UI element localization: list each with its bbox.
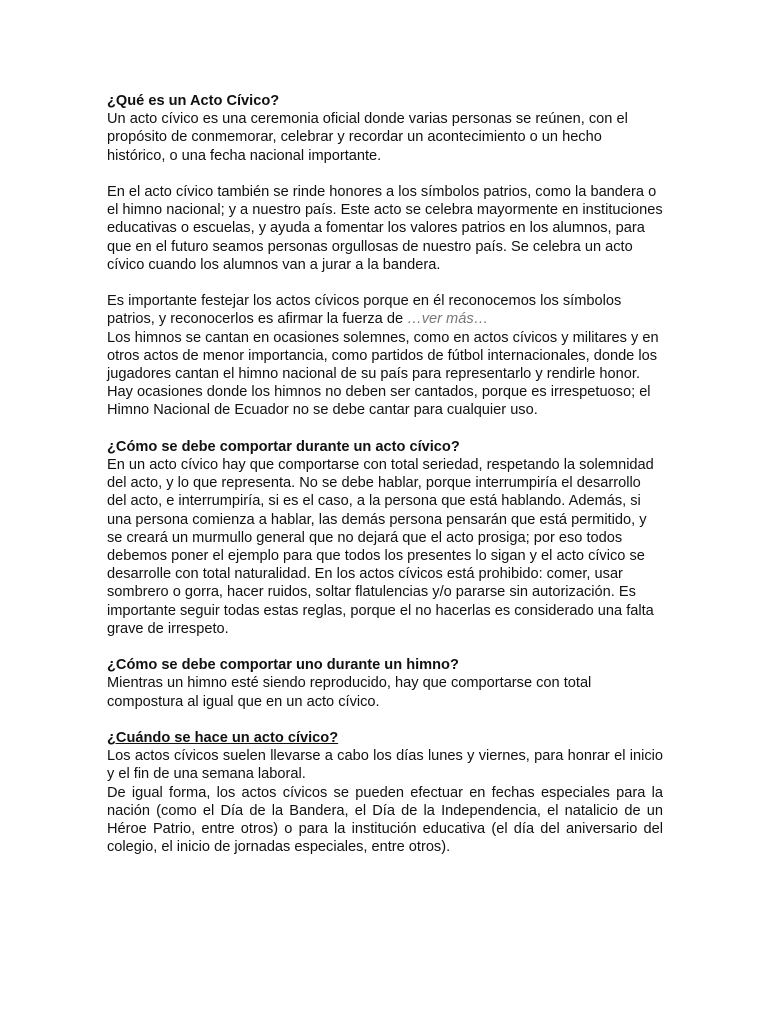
paragraph-special-dates: De igual forma, los actos cívicos se pueden efectuar en fechas especiales para la nación (como el Día de la Bandera, el Día de la Independencia, el natalicio de un Héroe Patrio, entre otros) o para la institución educativa (el día del aniversario del colegio, el inicio de jornadas especiales, entre otros). <box>107 784 663 856</box>
paragraph-gap <box>107 420 663 438</box>
section-heading-cuando: ¿Cuándo se hace un acto cívico? <box>107 730 339 747</box>
paragraph-gap <box>107 711 663 729</box>
section-heading-comportar-himno: ¿Cómo se debe comportar uno durante un himno? <box>107 657 459 674</box>
section-heading-que-es: ¿Qué es un Acto Cívico? <box>107 93 280 109</box>
paragraph-honors: En el acto cívico también se rinde honores a los símbolos patrios, como la bandera o el himno nacional; y a nuestro país. Este acto se celebra mayormente en instituciones educativas o escuelas, y ayuda a fomentar los valores patrios en los alumnos, para que en el futuro seamos personas orgullosas de nuestro país. Se celebra un acto cívico cuando los alumnos van a jurar a la bandera. <box>107 184 663 273</box>
paragraph-importance <box>107 292 663 328</box>
ver-mas-link[interactable]: …ver más… <box>407 311 489 328</box>
paragraph-days: Los actos cívicos suelen llevarse a cabo los días lunes y viernes, para honrar el inicio y el fin de una semana laboral. <box>107 748 663 783</box>
paragraph-himnos: Los himnos se cantan en ocasiones solemnes, como en actos cívicos y militares y en otros actos de menor importancia, como partidos de fútbol internacionales, donde los jugadores cantan el himno nacional de su país para representarlo y rendirle honor. Hay ocasiones donde los himnos no deben ser cantados, porque es irrespetuoso; el Himno Nacional de Ecuador no se debe cantar para cualquier uso. <box>107 329 659 419</box>
paragraph-gap <box>107 165 663 183</box>
paragraph-definition: Un acto cívico es una ceremonia oficial donde varias personas se reúnen, con el propósito de conmemorar, celebrar y recordar un acontecimiento o un hecho histórico, o una fecha nacional importante. <box>107 111 628 164</box>
section-heading-comportar-acto: ¿Cómo se debe comportar durante un acto cívico? <box>107 438 460 455</box>
paragraph-importance-text: Es importante festejar los actos cívicos porque en él reconocemos los símbolos patrios, y reconocerlos es afirmar la fuerza de <box>107 293 622 328</box>
paragraph-behavior: En un acto cívico hay que comportarse con total seriedad, respetando la solemnidad del acto, y lo que representa. No se debe hablar, porque interrumpiría el desarrollo del acto, e interrumpiría, si es el caso, a la persona que está hablando. Además, si una persona comienza a hablar, las demás persona pensarán que está permitido, y se creará un murmullo general que no dejará que el acto prosiga; por eso todos debemos poner el ejemplo para que todos los presentes lo sigan y el acto cívico se desarrolle con total naturalidad. En los actos cívicos está prohibido: comer, usar sombrero o gorra, hacer ruidos, soltar flatulencias y/o pararse sin autorización. Es importante seguir todas estas reglas, porque el no hacerlas es considerado una falta grave de irrespeto. <box>107 457 654 637</box>
paragraph-gap <box>107 274 663 292</box>
paragraph-himno-behavior: Mientras un himno esté siendo reproducido, hay que comportarse con total compostura al igual que en un acto cívico. <box>107 675 592 710</box>
paragraph-gap <box>107 638 663 656</box>
document-page <box>107 92 663 856</box>
